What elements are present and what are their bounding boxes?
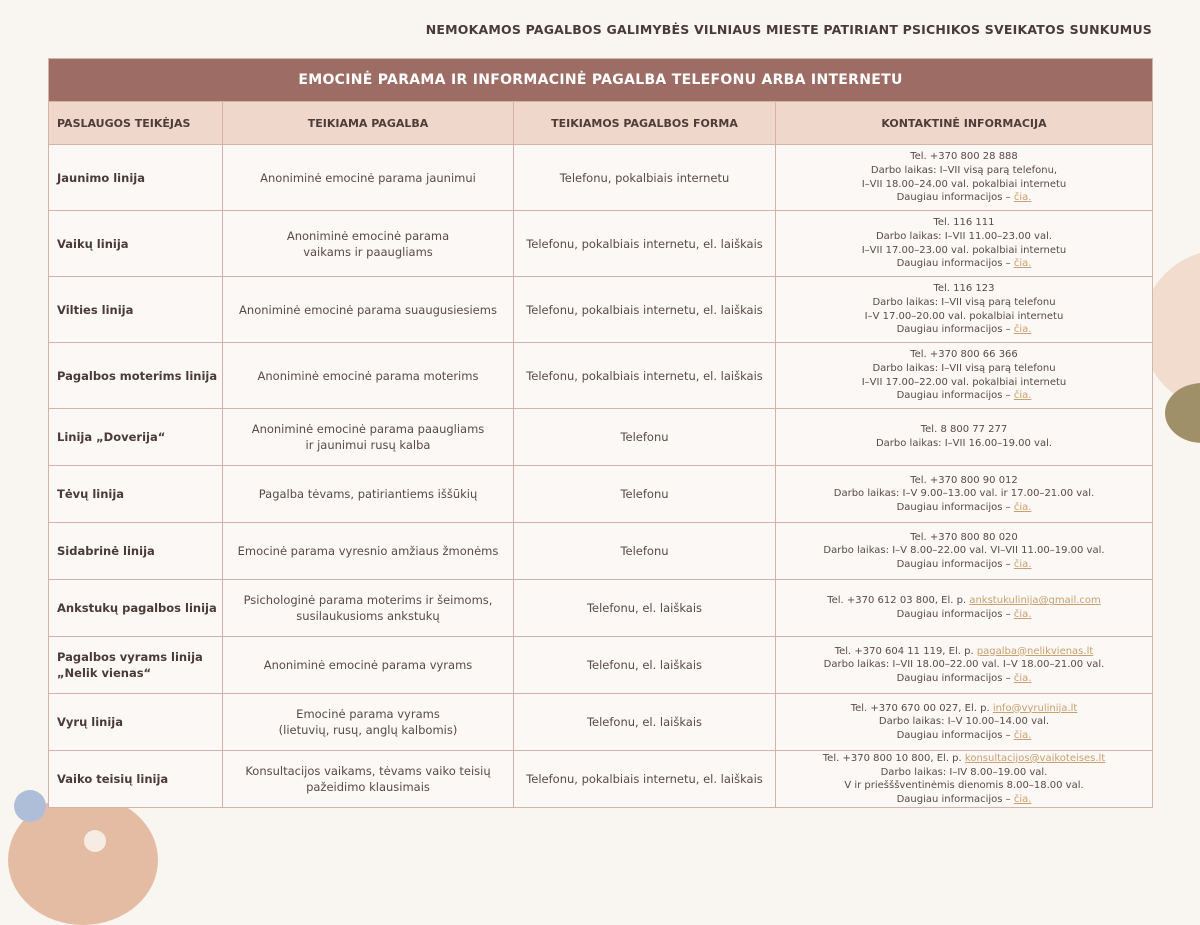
- contact-text: Darbo laikas: I–V 9.00–13.00 val. ir 17.00–21.00 val.: [833, 488, 1095, 500]
- contact-text: Darbo laikas: I–VII 11.00–23.00 val.: [875, 230, 1053, 242]
- service-cell: [223, 211, 514, 277]
- contact-text: Tel. +370 800 28 888: [910, 151, 1018, 163]
- provider-name: Linija „Doverija“: [57, 430, 166, 444]
- service-text: Pagalba tėvams, patiriantiems iššūkių: [258, 487, 478, 501]
- form-cell: Telefonu: [514, 409, 776, 466]
- provider-cell: [49, 694, 223, 751]
- contact-line: [777, 376, 1151, 390]
- provider-name: Sidabrinė linija: [57, 544, 155, 558]
- contact-line: [777, 178, 1151, 192]
- table-row: [49, 694, 1153, 751]
- more-info-link[interactable]: čia.: [1013, 729, 1032, 741]
- table-row: [49, 409, 1153, 466]
- decorative-circle-olive: [1165, 383, 1200, 443]
- contact-cell: [776, 751, 1153, 808]
- contact-text: Daugiau informacijos –: [896, 729, 1014, 741]
- provider-name: Vaiko teisių linija: [57, 772, 169, 787]
- contact-line: [777, 230, 1151, 244]
- service-cell: [223, 466, 514, 523]
- contact-text: Tel. +370 800 90 012: [910, 474, 1018, 486]
- email-link[interactable]: ankstukulinija@gmail.com: [969, 595, 1101, 607]
- contact-phone: Tel. +370 670 00 027, El. p.: [850, 702, 993, 714]
- contact-line: [777, 437, 1151, 451]
- form-cell: Telefonu: [514, 466, 776, 523]
- more-info-line: [777, 729, 1151, 743]
- table-row: [49, 580, 1153, 637]
- form-cell: Telefonu, pokalbiais internetu, el. laiškais: [514, 211, 776, 277]
- provider-name: „Nelik vienas“: [57, 666, 152, 680]
- support-table: [48, 58, 1153, 808]
- contact-cell: [776, 211, 1153, 277]
- email-link[interactable]: pagalba@nelikvienas.lt: [976, 645, 1094, 657]
- more-info-link[interactable]: čia.: [1013, 672, 1032, 684]
- contact-line: [777, 766, 1151, 780]
- provider-cell: [49, 343, 223, 409]
- contact-line: [777, 150, 1151, 164]
- contact-text: I–VII 18.00–24.00 val. pokalbiai internetu: [861, 178, 1067, 190]
- contact-text: Daugiau informacijos –: [896, 324, 1014, 336]
- table-row: [49, 277, 1153, 343]
- contact-cell: [776, 145, 1153, 211]
- provider-cell: [49, 145, 223, 211]
- contact-line: [777, 362, 1151, 376]
- contact-phone-email: [777, 702, 1151, 716]
- service-text: vaikams ir paaugliams: [303, 244, 433, 259]
- more-info-link[interactable]: čia.: [1013, 793, 1032, 805]
- more-info-link[interactable]: čia.: [1013, 558, 1032, 570]
- form-cell: Telefonu, pokalbiais internetu: [514, 145, 776, 211]
- service-text: Anoniminė emocinė parama moterims: [257, 368, 479, 383]
- more-info-line: [777, 608, 1151, 622]
- service-cell: [223, 751, 514, 808]
- contact-line: [777, 348, 1151, 362]
- service-cell: [223, 694, 514, 751]
- contact-cell: [776, 466, 1153, 523]
- more-info-link[interactable]: čia.: [1013, 192, 1032, 204]
- more-info-line: [777, 389, 1151, 403]
- contact-text: Daugiau informacijos –: [896, 192, 1014, 204]
- provider-name: Tėvų linija: [57, 487, 125, 501]
- table-row: [49, 637, 1153, 694]
- contact-phone-email: [777, 645, 1151, 659]
- more-info-link[interactable]: čia.: [1013, 501, 1032, 513]
- contact-text: Tel. +370 800 80 020: [910, 531, 1018, 543]
- service-text: (lietuvių, rusų, anglų kalbomis): [278, 723, 458, 737]
- table-row: [49, 751, 1153, 808]
- contact-line: [777, 164, 1151, 178]
- contact-text: Darbo laikas: I–V 8.00–22.00 val. VI–VII 11.00–19.00 val.: [823, 545, 1105, 557]
- contact-text: Tel. 8 800 77 277: [920, 424, 1008, 436]
- column-header-service: TEIKIAMA PAGALBA: [223, 102, 514, 145]
- form-cell: Telefonu, pokalbiais internetu, el. laiškais: [514, 277, 776, 343]
- service-text: pažeidimo klausimais: [306, 780, 430, 795]
- table-row: [49, 523, 1153, 580]
- contact-line: [777, 474, 1151, 488]
- contact-text: Darbo laikas: I–VII visą parą telefonu,: [870, 164, 1058, 176]
- more-info-link[interactable]: čia.: [1013, 324, 1032, 336]
- provider-cell: [49, 277, 223, 343]
- contact-cell: [776, 580, 1153, 637]
- table-row: [49, 343, 1153, 409]
- email-link[interactable]: konsultacijos@vaikoteises.lt: [964, 753, 1106, 764]
- contact-cell: [776, 409, 1153, 466]
- more-info-line: [777, 501, 1151, 515]
- service-text: Anoniminė emocinė parama suaugusiesiems: [239, 302, 497, 317]
- contact-line: [777, 487, 1151, 501]
- table-body: [49, 145, 1153, 808]
- contact-text: Daugiau informacijos –: [896, 672, 1014, 684]
- form-cell: Telefonu, el. laiškais: [514, 580, 776, 637]
- contact-text: Darbo laikas: I–IV 8.00–19.00 val.: [880, 766, 1048, 778]
- provider-cell: [49, 637, 223, 694]
- provider-cell: [49, 751, 223, 808]
- provider-cell: [49, 580, 223, 637]
- contact-line: [777, 779, 1151, 793]
- column-header-contact: KONTAKTINĖ INFORMACIJA: [776, 102, 1153, 145]
- service-text: Psichologinė parama moterims ir šeimoms,: [243, 593, 493, 607]
- contact-text: I–VII 17.00–22.00 val. pokalbiai internetu: [861, 376, 1067, 388]
- form-cell: Telefonu, pokalbiais internetu, el. laiškais: [514, 343, 776, 409]
- contact-cell: [776, 694, 1153, 751]
- provider-name: Vaikų linija: [57, 236, 129, 251]
- service-text: Emocinė parama vyresnio amžiaus žmonėms: [237, 544, 499, 558]
- provider-name: Pagalbos moterims linija: [57, 368, 218, 383]
- provider-cell: [49, 409, 223, 466]
- service-cell: [223, 145, 514, 211]
- contact-line: [777, 715, 1151, 729]
- more-info-line: [777, 793, 1151, 807]
- more-info-line: [777, 672, 1151, 686]
- provider-name: Vyrų linija: [57, 715, 123, 729]
- contact-line: [777, 244, 1151, 258]
- more-info-line: [777, 257, 1151, 271]
- contact-text: Tel. +370 800 66 366: [910, 349, 1018, 361]
- contact-text: Darbo laikas: I–VII visą parą telefonu: [872, 362, 1056, 374]
- contact-phone: Tel. +370 604 11 119, El. p.: [834, 645, 977, 657]
- provider-name: Ankstukų pagalbos linija: [57, 601, 217, 615]
- more-info-link[interactable]: čia.: [1013, 258, 1032, 270]
- contact-text: I–V 17.00–20.00 val. pokalbiai internetu: [864, 310, 1064, 322]
- decorative-circle-blue: [14, 790, 46, 822]
- contact-cell: [776, 637, 1153, 694]
- contact-phone: Tel. +370 612 03 800, El. p.: [827, 595, 970, 607]
- more-info-link[interactable]: čia.: [1013, 609, 1032, 620]
- contact-text: Daugiau informacijos –: [896, 501, 1014, 513]
- more-info-line: [777, 191, 1151, 205]
- contact-phone-email: [777, 752, 1151, 766]
- service-cell: [223, 637, 514, 694]
- column-header-form: TEIKIAMOS PAGALBOS FORMA: [514, 102, 776, 145]
- table-row: [49, 211, 1153, 277]
- contact-text: Daugiau informacijos –: [896, 793, 1014, 805]
- contact-line: [777, 531, 1151, 545]
- service-cell: [223, 277, 514, 343]
- contact-text: Daugiau informacijos –: [896, 558, 1014, 570]
- contact-text: Daugiau informacijos –: [896, 609, 1014, 620]
- service-text: Konsultacijos vaikams, tėvams vaiko teisių: [245, 764, 491, 779]
- contact-text: Tel. 116 123: [933, 283, 995, 295]
- email-link[interactable]: info@vyrulinija.lt: [992, 702, 1078, 714]
- contact-text: Darbo laikas: I–VII 18.00–22.00 val. I–V 18.00–21.00 val.: [823, 659, 1105, 671]
- service-text: Anoniminė emocinė parama jaunimui: [260, 170, 476, 185]
- form-cell: Telefonu, el. laiškais: [514, 637, 776, 694]
- form-cell: Telefonu: [514, 523, 776, 580]
- table-row: [49, 145, 1153, 211]
- column-header-provider: PASLAUGOS TEIKĖJAS: [49, 102, 223, 145]
- contact-line: [777, 544, 1151, 558]
- contact-phone-email: [777, 594, 1151, 608]
- contact-cell: [776, 343, 1153, 409]
- provider-name: Pagalbos vyrams linija: [57, 650, 203, 664]
- provider-cell: [49, 523, 223, 580]
- more-info-line: [777, 558, 1151, 572]
- form-cell: Telefonu, pokalbiais internetu, el. laiškais: [514, 751, 776, 808]
- provider-cell: [49, 211, 223, 277]
- contact-line: [777, 423, 1151, 437]
- contact-line: [777, 310, 1151, 324]
- contact-cell: [776, 277, 1153, 343]
- contact-text: V ir priešššventinėmis dienomis 8.00–18.00 val.: [844, 780, 1084, 792]
- contact-cell: [776, 523, 1153, 580]
- contact-phone: Tel. +370 800 10 800, El. p.: [822, 753, 965, 764]
- table-banner: EMOCINĖ PARAMA IR INFORMACINĖ PAGALBA TELEFONU ARBA INTERNETU: [49, 59, 1153, 102]
- service-cell: [223, 580, 514, 637]
- service-text: Emocinė parama vyrams: [296, 707, 440, 721]
- contact-text: Darbo laikas: I–VII visą parą telefonu: [872, 296, 1056, 308]
- service-text: Anoniminė emocinė parama: [286, 228, 450, 243]
- contact-text: Darbo laikas: I–V 10.00–14.00 val.: [878, 716, 1050, 728]
- document-title: NEMOKAMOS PAGALBOS GALIMYBĖS VILNIAUS MIESTE PATIRIANT PSICHIKOS SVEIKATOS SUNKUMUS: [425, 22, 1152, 37]
- service-text: susilaukusioms ankstukų: [296, 609, 440, 623]
- contact-text: Darbo laikas: I–VII 16.00–19.00 val.: [875, 438, 1053, 449]
- provider-name: Jaunimo linija: [57, 170, 145, 185]
- form-cell: Telefonu, el. laiškais: [514, 694, 776, 751]
- service-cell: [223, 409, 514, 466]
- provider-cell: [49, 466, 223, 523]
- contact-text: Daugiau informacijos –: [896, 390, 1014, 402]
- provider-name: Vilties linija: [57, 302, 134, 317]
- contact-line: [777, 216, 1151, 230]
- table-row: [49, 466, 1153, 523]
- contact-text: Tel. 116 111: [933, 217, 995, 229]
- more-info-link[interactable]: čia.: [1013, 390, 1032, 402]
- contact-text: I–VII 17.00–23.00 val. pokalbiai internetu: [861, 244, 1067, 256]
- service-cell: [223, 343, 514, 409]
- service-text: Anoniminė emocinė parama paaugliams: [251, 422, 485, 436]
- more-info-line: [777, 323, 1151, 337]
- contact-line: [777, 282, 1151, 296]
- contact-text: Daugiau informacijos –: [896, 258, 1014, 270]
- service-text: ir jaunimui rusų kalba: [305, 438, 431, 452]
- contact-line: [777, 296, 1151, 310]
- service-text: Anoniminė emocinė parama vyrams: [263, 658, 473, 672]
- contact-line: [777, 658, 1151, 672]
- service-cell: [223, 523, 514, 580]
